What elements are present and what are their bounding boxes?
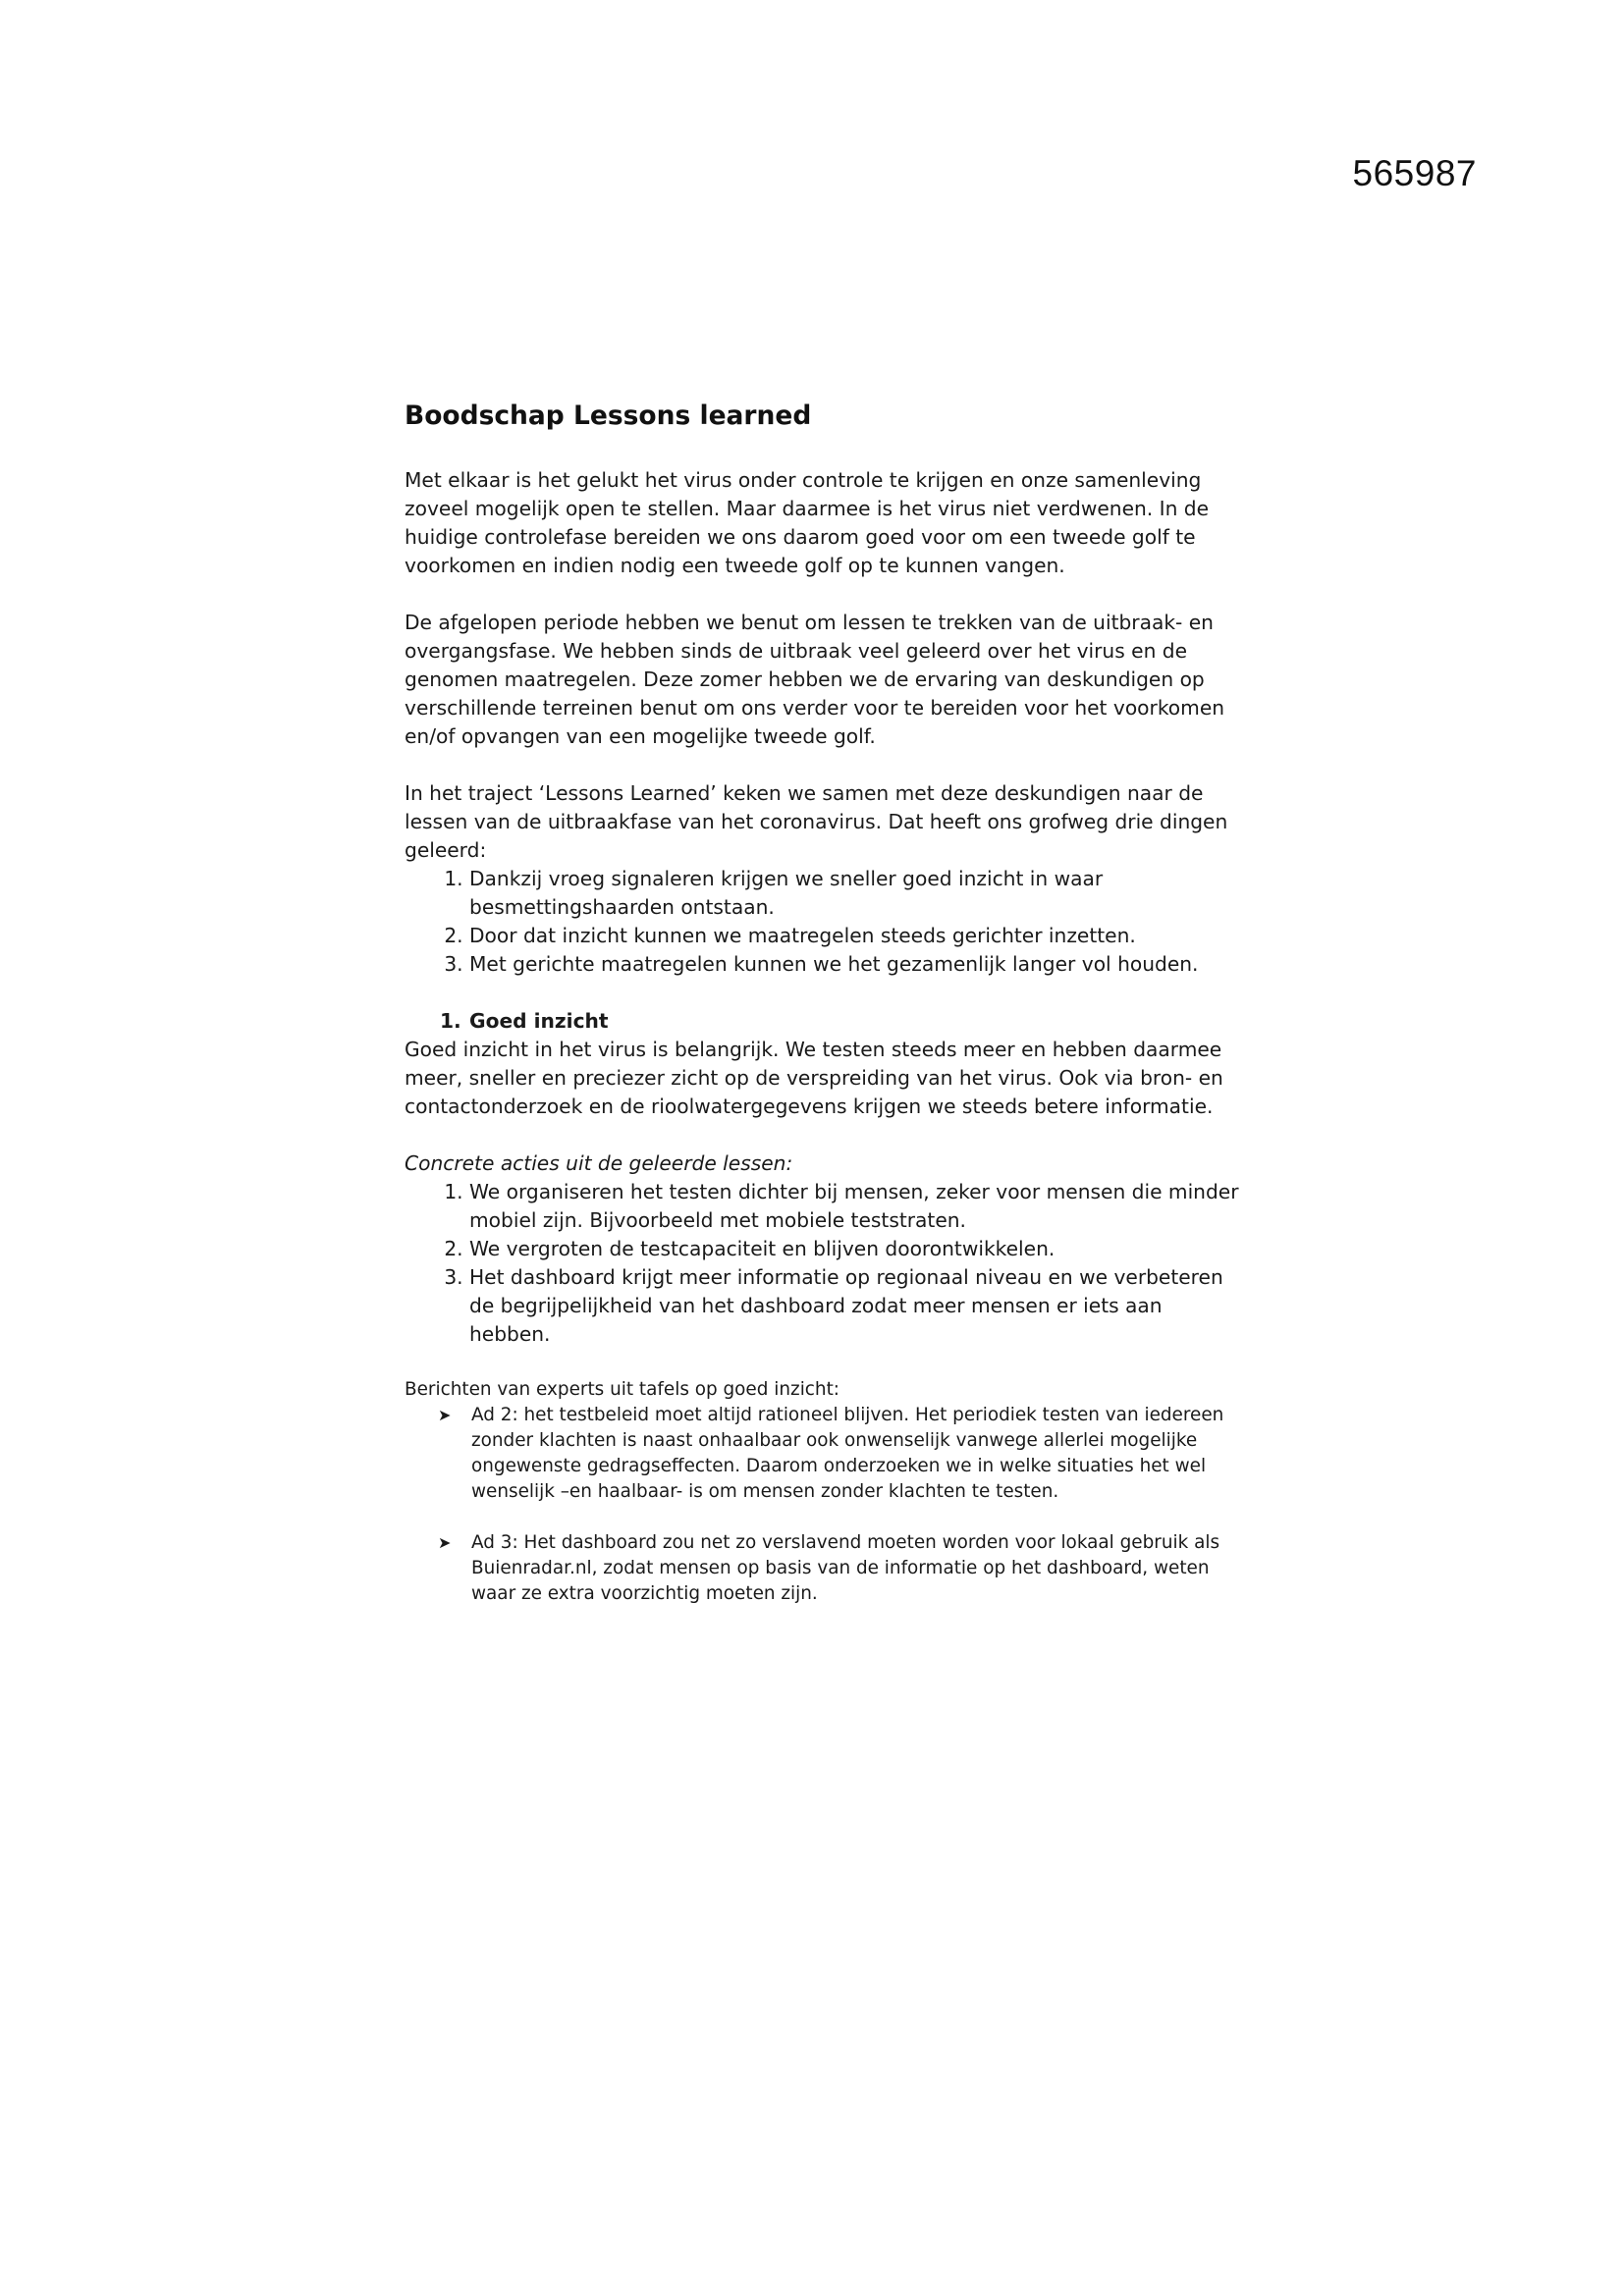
- section-heading-text: Goed inzicht: [469, 1009, 609, 1033]
- expert-item-text: Ad 2: het testbeleid moet altijd rationeel blijven. Het periodiek testen van iedereen zonder klachten is naast onhaalbaar ook onwenselijk vanwege allerlei mogelijke ongewenste gedragseffecten. Daarom onderzoeken we in welke situaties het wel wenselijk –en haalbaar- is om mensen zonder klachten te testen.: [471, 1405, 1224, 1502]
- lesson-item: 2. Door dat inzicht kunnen we maatregelen steeds gerichter inzetten.: [469, 922, 1249, 950]
- experts-list: [405, 1403, 1249, 1607]
- intro-paragraph-3: In het traject ‘Lessons Learned’ keken we samen met deze deskundigen naar de lessen van de uitbraakfase van het coronavirus. Dat heeft ons grofweg drie dingen geleerd:: [405, 781, 1228, 862]
- actions-intro: Concrete acties uit de geleerde lessen:: [405, 1151, 793, 1175]
- expert-item: [405, 1530, 1249, 1607]
- action-item: 2. We vergroten de testcapaciteit en blijven doorontwikkelen.: [469, 1235, 1249, 1263]
- arrow-bullet-icon: ➤: [438, 1406, 452, 1424]
- expert-item-text: Ad 3: Het dashboard zou net zo verslavend moeten worden voor lokaal gebruik als Buienradar.nl, zodat mensen op basis van de informatie op het dashboard, weten waar ze extra voorzichtig moeten zijn.: [471, 1532, 1220, 1604]
- action-item: 1. We organiseren het testen dichter bij mensen, zeker voor mensen die minder mobiel zijn. Bijvoorbeeld met mobiele teststraten.: [469, 1178, 1249, 1235]
- intro-paragraph-1: Met elkaar is het gelukt het virus onder controle te krijgen en onze samenleving zoveel mogelijk open te stellen. Maar daarmee is het virus niet verdwenen. In de huidige controlefase bereiden we ons daarom goed voor om een tweede golf te voorkomen en indien nodig een tweede golf op te kunnen vangen.: [405, 468, 1210, 577]
- action-item: 3. Het dashboard krijgt meer informatie op regionaal niveau en we verbeteren de begrijpelijkheid van het dashboard zodat meer mensen er iets aan hebben.: [469, 1263, 1249, 1349]
- document-title: Boodschap Lessons learned: [405, 400, 812, 431]
- expert-item: [405, 1403, 1249, 1505]
- lesson-item: 1. Dankzij vroeg signaleren krijgen we sneller goed inzicht in waar besmettingshaarden ontstaan.: [469, 865, 1249, 922]
- experts-intro: Berichten van experts uit tafels op goed inzicht:: [405, 1379, 839, 1400]
- lesson-item: 3. Met gerichte maatregelen kunnen we het gezamenlijk langer vol houden.: [469, 950, 1249, 979]
- arrow-bullet-icon: ➤: [438, 1533, 452, 1552]
- section-number: 1.: [440, 1009, 461, 1033]
- section-paragraph: Goed inzicht in het virus is belangrijk. We testen steeds meer en hebben daarmee meer, sneller en preciezer zicht op de verspreiding van het virus. Ook via bron- en contactonderzoek en de rioolwatergegevens krijgen we steeds betere informatie.: [405, 1038, 1223, 1118]
- actions-list: [405, 1178, 1249, 1349]
- document-body: [405, 400, 1249, 1632]
- section-heading: [405, 1007, 1249, 1036]
- document-id: 565987: [1352, 153, 1477, 193]
- lessons-list: [405, 865, 1249, 979]
- intro-paragraph-2: De afgelopen periode hebben we benut om lessen te trekken van de uitbraak- en overgangsfase. We hebben sinds de uitbraak veel geleerd over het virus en de genomen maatregelen. Deze zomer hebben we de ervaring van deskundigen op verschillende terreinen benut om ons verder voor te bereiden voor het voorkomen en/of opvangen van een mogelijke tweede golf.: [405, 611, 1225, 748]
